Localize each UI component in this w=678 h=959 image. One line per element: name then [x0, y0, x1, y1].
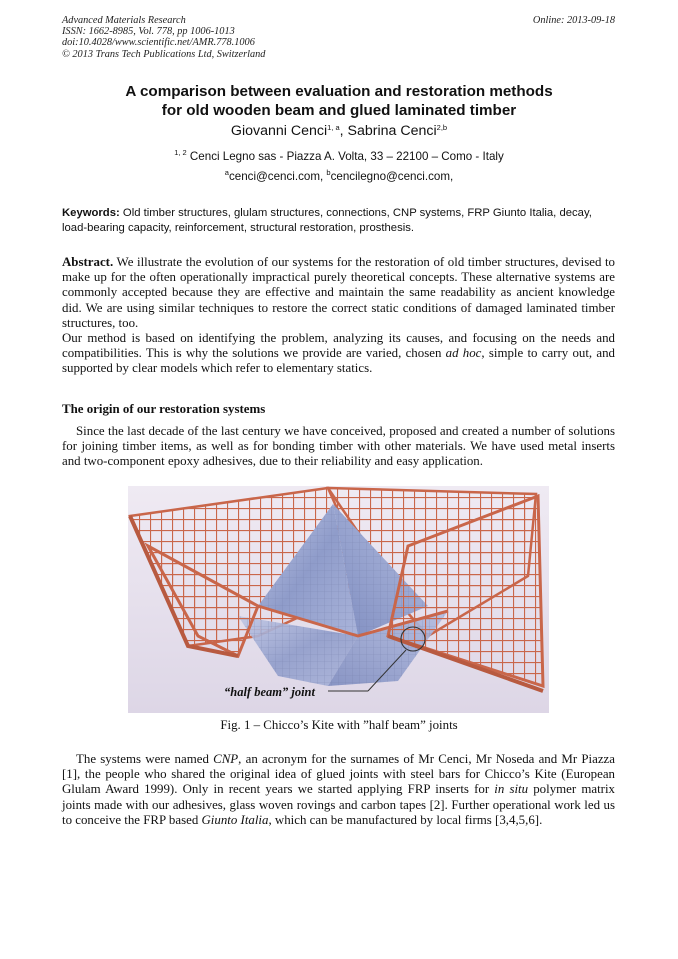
- emails: [0, 170, 678, 183]
- abstract-paragraph-2: [62, 331, 615, 377]
- body-giunto: Giunto Italia: [201, 812, 269, 827]
- figure-kite: [128, 486, 549, 713]
- body-s1: The systems were named: [76, 752, 214, 766]
- body-s4: , which can be manufactured by local firms [3,4,5,6].: [268, 812, 543, 827]
- body-cnp: CNP: [213, 752, 239, 766]
- abstract: [62, 255, 615, 331]
- title-line-2: for old wooden beam and glued laminated timber: [161, 102, 517, 119]
- email-a: cenci@cenci.com,: [228, 170, 327, 183]
- body-paragraph: [62, 752, 615, 828]
- abstract-p2-italic: ad hoc: [445, 346, 482, 361]
- issn: ISSN: 1662-8985, Vol. 778, pp 1006-1013: [62, 26, 235, 38]
- author-1-affil: 1, a: [327, 123, 340, 132]
- author-1: Giovanni Cenci: [230, 123, 328, 139]
- journal-name: Advanced Materials Research: [62, 15, 186, 26]
- author-2-affil: 2,b: [436, 123, 448, 132]
- doi: doi:10.4028/www.scientific.net/AMR.778.1006: [62, 37, 255, 49]
- body-insitu: in situ: [494, 782, 529, 797]
- keywords: [62, 206, 615, 236]
- keywords-label: Keywords:: [62, 207, 120, 219]
- body-s3: polymer matrix joints made with our adhesives, glass woven rovings and carbon tapes [2]. Further operational work led us to conceive the FRP based: [62, 782, 615, 827]
- abstract-p2-a: Our method is based on identifying the problem, analyzing its causes, and focusing on the needs and compatibilities. This is why the solutions we provide are varied, chosen: [62, 331, 615, 361]
- copyright: © 2013 Trans Tech Publications Ltd, Switzerland: [62, 48, 266, 60]
- online-date: Online: 2013-09-18: [532, 15, 615, 26]
- abstract-p2-b: , simple to carry out, and supported by clear models which refer to elementary statics.: [62, 346, 615, 376]
- affiliation: [0, 150, 678, 163]
- abstract-label: Abstract.: [62, 255, 114, 269]
- author-separator: ,: [339, 123, 348, 139]
- journal-header: [62, 15, 265, 60]
- email-b: cencilegno@cenci.com,: [330, 170, 454, 183]
- paper-title: [0, 82, 678, 120]
- body-s2: , an acronym for the surnames of Mr Cenci, Mr Noseda and Mr Piazza [1], the people who shared the original idea of glued joints with steel bars for Chicco’s Kite (European Glulam Award 1999). Only in recent years we started applying FRP inserts for: [62, 752, 615, 797]
- figure-caption: Fig. 1 – Chicco’s Kite with ”half beam” joints: [220, 718, 458, 732]
- title-line-1: A comparison between evaluation and restoration methods: [125, 83, 553, 100]
- email-b-marker: b: [326, 168, 331, 177]
- author-list: [0, 123, 678, 139]
- affiliation-marker: 1, 2: [174, 148, 187, 157]
- keywords-text: Old timber structures, glulam structures, connections, CNP systems, FRP Giunto Italia, decay, load-bearing capacity, reinforcement, structural restoration, prosthesis.: [62, 207, 592, 234]
- email-a-marker: a: [224, 168, 229, 177]
- section-heading: The origin of our restoration systems: [62, 402, 266, 416]
- joint-label: “half beam” joint: [224, 685, 315, 699]
- author-2: Sabrina Cenci: [347, 123, 437, 139]
- abstract-text: We illustrate the evolution of our systems for the restoration of old timber structures, devised to make up for the often operationally impractical purely theoretical concepts. These alternative systems are commonly accepted because they are effective and maintain the same readability as ancient knowledge did. We are using similar techniques to restore the correct static conditions of damaged laminated timber structures, too.: [62, 255, 615, 330]
- affiliation-text: Cenci Legno sas - Piazza A. Volta, 33 – 22100 – Como - Italy: [186, 150, 504, 163]
- section-paragraph-1: Since the last decade of the last century we have conceived, proposed and created a number of solutions for joining timber items, as well as for bonding timber with other materials. We have used metal inserts and two-component epoxy adhesives, due to their reliability and easy application.: [62, 424, 615, 469]
- kite-illustration: [128, 486, 549, 713]
